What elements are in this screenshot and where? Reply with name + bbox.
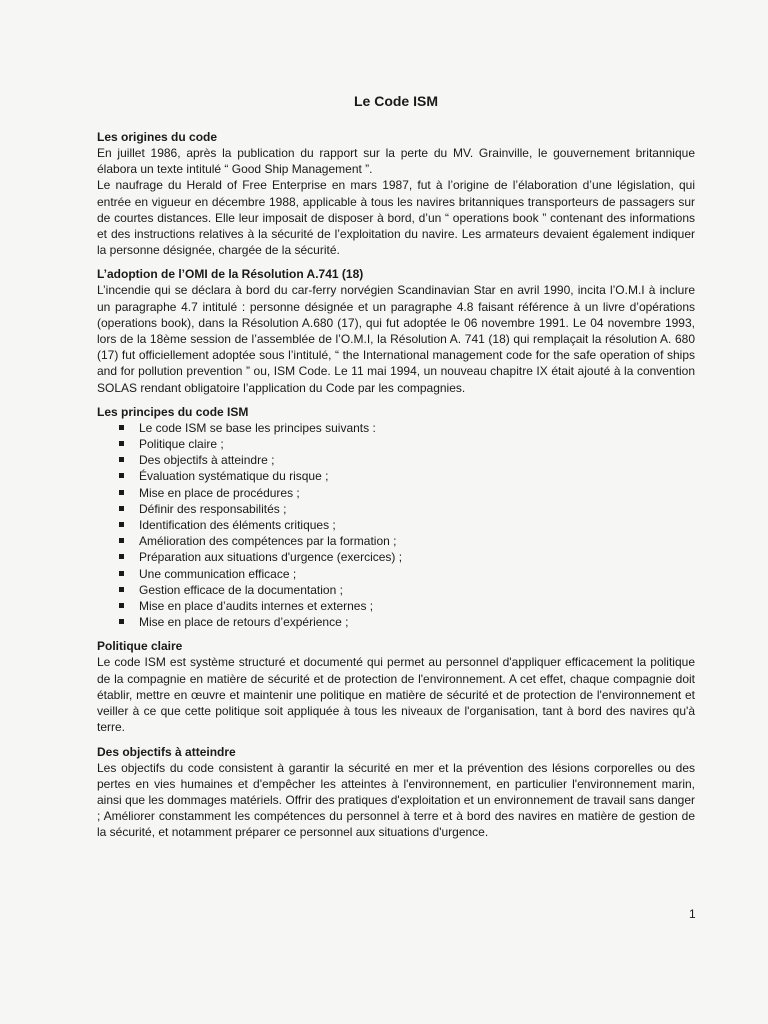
list-item-text: Définir des responsabilités ;	[139, 501, 287, 516]
list-item-text: Politique claire ;	[139, 437, 224, 452]
list-item-text: Identification des éléments critiques ;	[139, 518, 336, 533]
section-heading: Politique claire	[97, 639, 183, 654]
list-item-text: Préparation aux situations d'urgence (exercices) ;	[139, 550, 403, 565]
section-heading: Les principes du code ISM	[97, 404, 249, 419]
paragraph: L’incendie qui se déclara à bord du car-ferry norvégien Scandinavian Star en avril 1990, incita l’O.M.I à inclure un paragraphe 4.7 intitulé : personne désignée et un paragraphe 4.8 faisant référence à un livre d’opérations (operations book), dans la Résolution A.680 (17), qui fut adoptée le 06 novembre 1991. Le 04 novembre 1993, lors de la 18ème session de l’assemblée de l’O.M.I, la Résolution A. 741 (18) qui remplaçait la résolution A. 680 (17) fut officiellement adoptée sous l’intitulé, “ the International management code for the safe operation of ships and for pollution prevention ” ou, ISM Code. Le 11 mai 1994, un nouveau chapitre IX était ajouté à la convention SOLAS rendant obligatoire l’application du Code par les compagnies.	[97, 283, 695, 395]
square-bullet-icon	[119, 425, 124, 430]
document-body	[97, 92, 695, 849]
paragraph: Les objectifs du code consistent à garantir la sécurité en mer et la prévention des lésions corporelles ou des pertes en vies humaines et d'empêcher les atteintes à l'environnement, en particulier l'environnement marin, ainsi que les dommages matériels. Offrir des pratiques d'exploitation et un environnement de travail sans danger ; Améliorer constamment les compétences du personnel à terre et à bord des navires en matière de gestion de la sécurité, et notamment préparer ce personnel aux situations d'urgence.	[97, 760, 695, 840]
list-item-text: Le code ISM se base les principes suivants :	[139, 420, 376, 435]
list-item	[119, 566, 695, 582]
list-item-text: Amélioration des compétences par la formation ;	[139, 534, 397, 549]
square-bullet-icon	[119, 554, 124, 559]
paragraph: Le naufrage du Herald of Free Enterprise en mars 1987, fut à l’origine de l’élaboration d’une législation, qui entrée en vigueur en décembre 1988, applicable à tous les navires britanniques transporteurs de passagers sur de courtes distances. Elle leur imposait de disposer à bord, d’un “ operations book ” contenant des informations et des instructions relatives à la sécurité de l’exploitation du navire. Les armateurs devaient également indiquer la personne désignée, chargée de la sécurité.	[97, 178, 695, 258]
list-item	[119, 614, 695, 630]
list-item	[119, 501, 695, 517]
square-bullet-icon	[119, 538, 124, 543]
square-bullet-icon	[119, 506, 124, 511]
square-bullet-icon	[119, 571, 124, 576]
square-bullet-icon	[119, 457, 124, 462]
square-bullet-icon	[119, 490, 124, 495]
list-item-text: Gestion efficace de la documentation ;	[139, 582, 343, 597]
list-item	[119, 485, 695, 501]
page-number: 1	[689, 907, 696, 921]
list-item	[119, 549, 695, 565]
section-politique-claire	[97, 638, 695, 735]
section-origines	[97, 129, 695, 258]
square-bullet-icon	[119, 619, 124, 624]
list-item	[119, 452, 695, 468]
list-item-text: Une communication efficace ;	[139, 566, 297, 581]
list-item	[119, 517, 695, 533]
document-title: Le Code ISM	[353, 93, 438, 109]
principles-list	[97, 420, 695, 631]
section-principes	[97, 404, 695, 631]
list-item	[119, 582, 695, 598]
section-heading: L’adoption de l’OMI de la Résolution A.741 (18)	[97, 267, 364, 282]
square-bullet-icon	[119, 587, 124, 592]
section-objectifs	[97, 744, 695, 841]
section-heading: Des objectifs à atteindre	[97, 744, 236, 759]
list-item	[119, 468, 695, 484]
list-item-text: Évaluation systématique du risque ;	[139, 469, 329, 484]
square-bullet-icon	[119, 522, 124, 527]
paragraph: Le code ISM est système structuré et documenté qui permet au personnel d'appliquer efficacement la politique de la compagnie en matière de sécurité et de protection de l'environnement. A cet effet, chaque compagnie doit établir, mettre en œuvre et maintenir une politique en matière de sécurité et de protection de l'environnement et veiller à ce que cette politique soit appliquée à tous les niveaux de l'organisation, tant à bord des navires qu'à terre.	[97, 655, 695, 735]
list-item-text: Mise en place d’audits internes et externes ;	[139, 599, 374, 614]
square-bullet-icon	[119, 603, 124, 608]
list-item-text: Mise en place de procédures ;	[139, 485, 300, 500]
list-item	[119, 420, 695, 436]
list-item-text: Des objectifs à atteindre ;	[139, 453, 275, 468]
list-item-text: Mise en place de retours d’expérience ;	[139, 615, 349, 630]
list-item	[119, 436, 695, 452]
list-item	[119, 533, 695, 549]
square-bullet-icon	[119, 441, 124, 446]
section-heading: Les origines du code	[97, 130, 218, 144]
paragraph: En juillet 1986, après la publication du rapport sur la perte du MV. Grainville, le gouvernement britannique élabora un texte intitulé “ Good Ship Management ”.	[97, 146, 695, 177]
section-adoption-omi	[97, 266, 695, 395]
list-item	[119, 598, 695, 614]
square-bullet-icon	[119, 473, 124, 478]
